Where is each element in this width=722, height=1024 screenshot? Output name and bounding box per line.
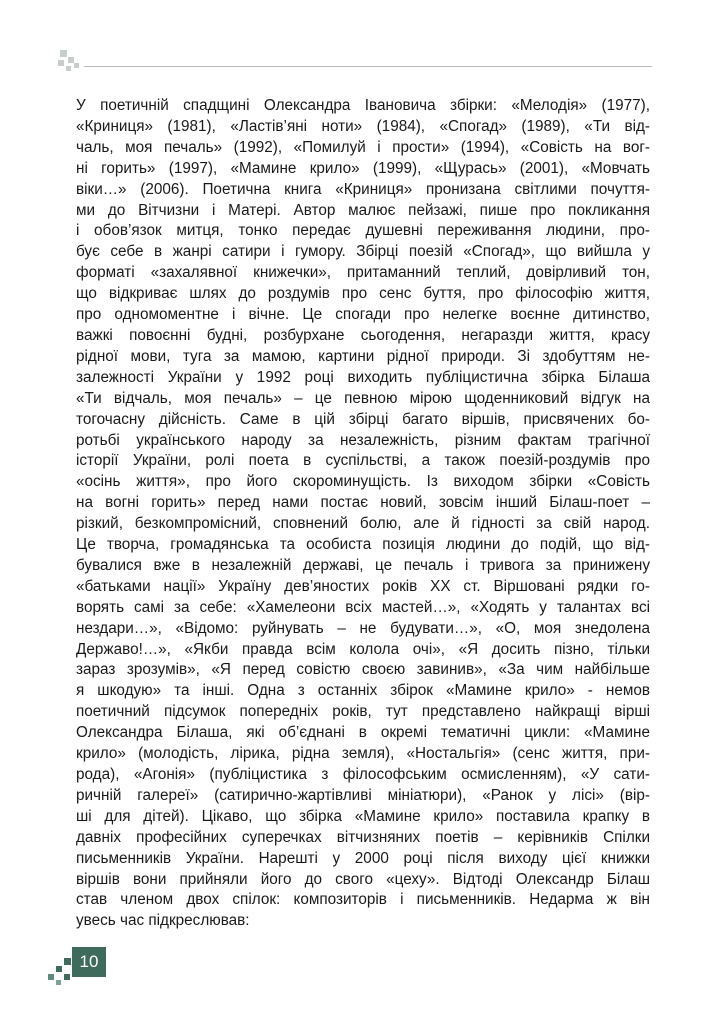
text-line: і обов’язок митця, тонко передає душевні переживання людини, про- <box>76 222 650 240</box>
text-line: віршів вони прийняли його до свого «цеху». Відтоді Олександр Білаш <box>76 870 650 888</box>
text-line: я шкодую» та інші. Одна з останніх збірок «Мамине крило» - немов <box>76 682 650 700</box>
text-line: нездари…», «Відомо: руйнувать – не будувати…», «О, моя знедолена <box>76 619 650 637</box>
text-line: Це творча, громадянська та особиста позиція людини до подій, що від- <box>76 536 650 554</box>
text-line: бує себе в жанрі сатири і гумору. Збірці поезій «Спогад», що вийшла у <box>76 243 650 261</box>
text-line: увесь час підкреслював: <box>76 912 250 930</box>
text-line: рода), «Агонія» (публіцистика з філософським осмисленням), «У сати- <box>76 766 650 783</box>
page-number: 10 <box>72 947 106 977</box>
text-line: на вогні горить» перед нами постає новий, зовсім інший Білаш-поет – <box>76 494 650 512</box>
text-line: ми до Вітчизни і Матері. Автор малює пейзажі, пише про покликання <box>76 201 650 219</box>
text-line: віки…» (2006). Поетична книга «Криниця» пронизана світлими почуття- <box>76 180 650 198</box>
header-ornament <box>52 44 92 74</box>
text-line: Державо!…», «Якби правда всім колола очі», «Я досить пізно, тільки <box>76 640 650 658</box>
text-line: ші для дітей). Цікаво, що збірка «Мамине крило» поставила крапку в <box>76 807 650 825</box>
text-line: залежності України у 1992 році виходить публіцистична збірка Білаша <box>76 368 650 386</box>
text-line: форматі «захалявної книжечки», притаманний теплий, довірливий тон, <box>76 264 650 282</box>
text-line: письменників України. Нарешті у 2000 році після виходу цієї книжки <box>76 849 650 867</box>
text-line: поетичний підсумок попередніх років, тут представлено найкращі вірші <box>76 703 650 721</box>
text-line: різкий, безкомпромісний, сповнений болю, але й гідності за свій народ. <box>76 515 650 533</box>
text-line: ні горить» (1997), «Мамине крило» (1999), «Щурась» (2001), «Мовчать <box>76 159 650 177</box>
text-line: ворять самі за себе: «Хамелеони всіх мастей…», «Ходять у талантах всі <box>76 598 650 616</box>
text-line: бувалися вже в незалежній державі, це печаль і тривога за принижену <box>76 556 650 574</box>
text-line: «Ти відчаль, моя печаль» – це певною мірою щоденниковий відгук на <box>76 389 650 407</box>
text-line: ротьбі українського народу за незалежність, різним фактам трагічної <box>76 431 650 449</box>
text-line: чаль, моя печаль» (1992), «Помилуй і прости» (1994), «Совість на вог- <box>76 138 650 156</box>
text-line: ричній галереї» (сатирично-жартівливі мініатюри), «Ранок у лісі» (вір- <box>76 786 650 804</box>
text-line: Олександра Білаша, які об’єднані в окремі тематичні цикли: «Мамине <box>76 724 650 742</box>
text-line: У поетичній спадщині Олександра Івановича збірки: «Мелодія» (1977), <box>76 97 650 114</box>
text-line: тогочасну дійсність. Саме в цій збірці багато віршів, присвячених бо- <box>76 410 650 428</box>
header-rule <box>84 66 652 67</box>
main-paragraph <box>76 96 650 932</box>
text-line: зараз зрозумів», «Я перед совістю своєю завинив», «За чим найбільше <box>76 661 650 679</box>
text-line: про одномоментне і вічне. Це спогади про нелегке воєнне дитинство, <box>76 306 650 324</box>
text-line: рідної мови, туга за мамою, картини рідної природи. Зі здобуттям не- <box>76 347 650 365</box>
text-line: «Криниця» (1981), «Ластів’яні ноти» (1984), «Спогад» (1989), «Ти від- <box>76 117 650 135</box>
text-line: «батьками нації» Україну дев’яностих років ХХ ст. Віршовані рядки го- <box>76 577 650 595</box>
text-line: історії України, ролі поета в суспільстві, а також поезій-роздумів про <box>76 452 650 470</box>
text-line: «осінь життя», про його скороминущість. Із виходом збірки «Совість <box>76 473 650 491</box>
text-line: давніх професійних суперечках вітчизняних поетів – керівників Спілки <box>76 828 650 846</box>
text-line: крило» (молодість, лірика, рідна земля), «Ностальгія» (сенс життя, при- <box>76 745 650 763</box>
text-line: важкі повоєнні будні, розбурхане сьогодення, негаразди життя, красу <box>76 326 650 344</box>
text-line: став членом двох спілок: композиторів і письменників. Недарма ж він <box>76 891 650 909</box>
text-line: що відкриває шлях до роздумів про сенс буття, про філософію життя, <box>76 285 650 303</box>
